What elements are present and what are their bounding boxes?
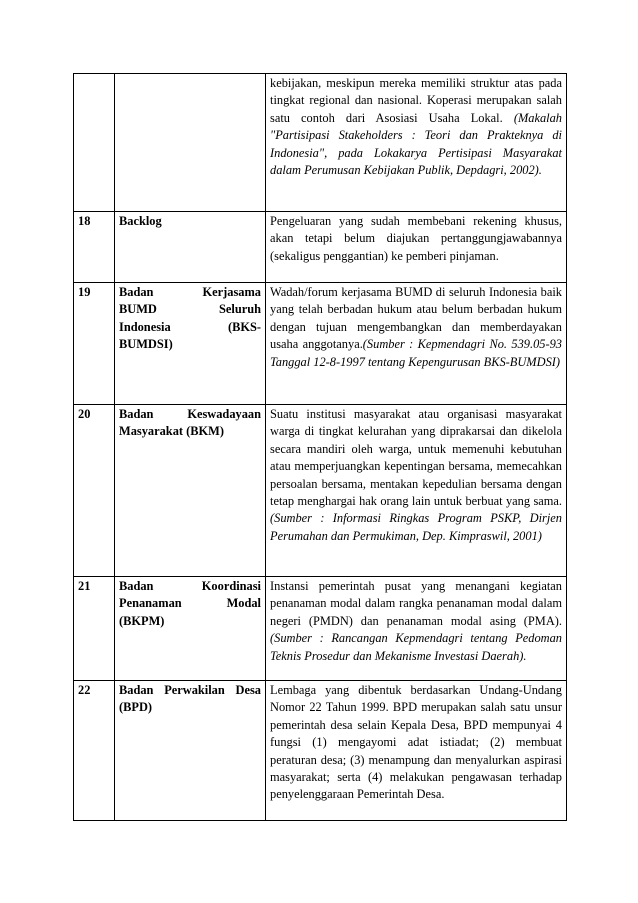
definition-text: Wadah/forum kerjasama BUMD di seluruh Indonesia baik yang telah berbadan hukum atau belum berbadan hukum dengan tujuan mengembangkan dan memberdayakan usaha anggotanya. — [270, 285, 562, 352]
row-number: 18 — [74, 212, 115, 283]
table-row — [74, 405, 567, 577]
table-row — [74, 74, 567, 212]
term-line: (BPD) — [119, 700, 153, 715]
row-number — [74, 74, 115, 212]
source-citation: (Sumber : Rancangan Kepmendagri tentang Pedoman Teknis Prosedur dan Mekanisme Investasi Daerah). — [270, 631, 562, 663]
definition-text: Suatu institusi masyarakat atau organisasi masyarakat warga di tingkat kelurahan yang diprakarsai dan dikelola secara mandiri oleh warga, untuk memenuhi kebutuhan atau memperjuangkan kepentingan bersama, memecahkan persoalan bersama, mentakan kepedulian bersama dengan tetap menghargai hak orang lain untuk berbuat yang sama. — [270, 407, 562, 509]
definition-text: Pengeluaran yang sudah membebani rekening khusus, akan tetapi belum diajukan pertanggungjawabannya (sekaligus penggantian) ke pemberi pinjaman. — [270, 214, 562, 263]
term-line: BUMDSI) — [119, 337, 173, 352]
term-line: Masyarakat (BKM) — [119, 424, 224, 439]
table-row — [74, 681, 567, 821]
definition-cell — [266, 681, 567, 821]
row-number: 21 — [74, 577, 115, 681]
definition-cell — [266, 405, 567, 577]
term-line: (BKPM) — [119, 613, 165, 628]
glossary-table — [73, 73, 567, 821]
term-cell — [115, 577, 266, 681]
term-cell — [115, 283, 266, 405]
definition-cell — [266, 283, 567, 405]
term-line: Badan Kerjasama — [119, 285, 261, 299]
definition-text: Lembaga yang dibentuk berdasarkan Undang-Undang Nomor 22 Tahun 1999. BPD merupakan salah satu unsur pemerintah desa selain Kepala Desa, BPD mempunyai 4 fungsi (1) mengayomi adat istiadat; (2) membuat peraturan desa; (3) menampung dan menyalurkan aspirasi masyarakat; serta (4) melakukan pengawasan terhadap penyelenggaraan Pemerintah Desa. — [270, 683, 562, 802]
definition-cell — [266, 577, 567, 681]
source-citation: (Sumber : Kepmendagri No. 539.05-93 Tanggal 12-8-1997 tentang Kepengurusan BKS-BUMDSI) — [270, 337, 562, 369]
term-line: Badan Keswadayaan — [119, 407, 261, 421]
table-row — [74, 577, 567, 681]
table-row — [74, 212, 567, 283]
definition-cell — [266, 212, 567, 283]
term-cell — [115, 212, 266, 283]
source-citation: (Sumber : Informasi Ringkas Program PSKP, Dirjen Perumahan dan Permukiman, Dep. Kimpraswil, 2001) — [270, 511, 562, 543]
definition-text: kebijakan, meskipun mereka memiliki struktur atas pada tingkat regional dan nasional. Koperasi merupakan salah satu contoh dari Asosiasi Usaha Lokal. — [270, 76, 562, 125]
definition-cell — [266, 74, 567, 212]
row-number: 20 — [74, 405, 115, 577]
term-cell — [115, 681, 266, 821]
table-row — [74, 283, 567, 405]
term-line: Badan Koordinasi — [119, 579, 261, 593]
term-cell — [115, 405, 266, 577]
term-line: BUMD Seluruh — [119, 302, 261, 317]
term-text: Backlog — [119, 214, 162, 228]
source-citation: (Makalah "Partisipasi Stakeholders : Teori dan Prakteknya di Indonesia", pada Lokakarya Pertisipasi Masyarakat dalam Perumusan Kebijakan Publik, Depdagri, 2002). — [270, 110, 562, 178]
term-line: Penanaman Modal — [119, 596, 261, 611]
term-line: Indonesia (BKS- — [119, 319, 261, 334]
row-number: 19 — [74, 283, 115, 405]
definition-text: Instansi pemerintah pusat yang menangani kegiatan penanaman modal dalam rangka penanaman modal dalam negeri (PMDN) dan penanaman modal asing (PMA). — [270, 579, 562, 628]
row-number: 22 — [74, 681, 115, 821]
term-line: Badan Perwakilan Desa — [119, 683, 261, 697]
term-cell — [115, 74, 266, 212]
